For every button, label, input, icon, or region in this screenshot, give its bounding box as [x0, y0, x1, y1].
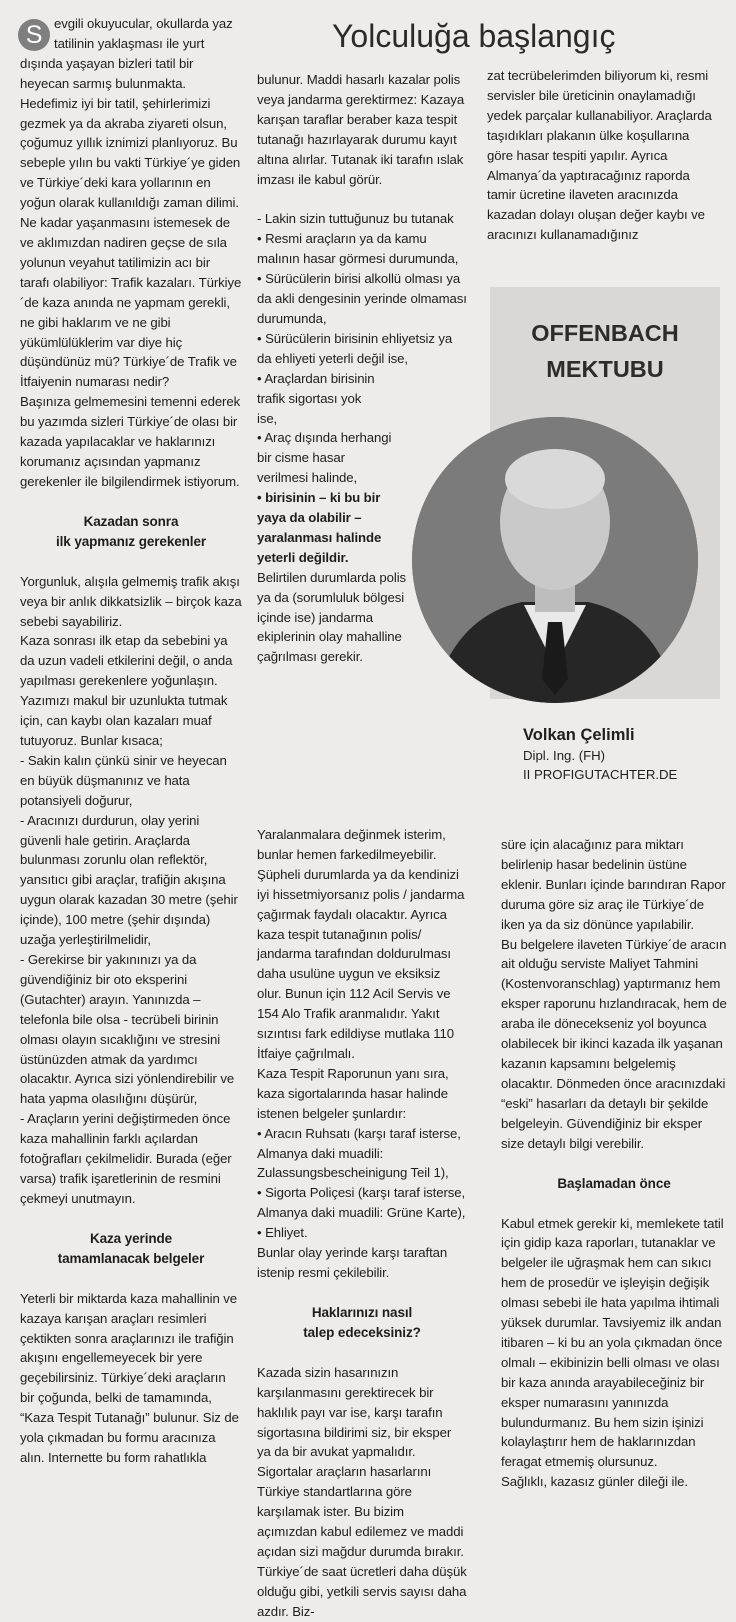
list-item: • Sürücülerin birisinin ehliyetsiz ya da ehliyeti yeterli değil ise,	[257, 330, 453, 366]
intro-paragraph: S evgili okuyucular, okullarda yaz tatilinin yaklaşması ile yurt dışında yaşayan bizleri tatil bir heyecan sarmış bulunmakta. Hedefimiz iyi bir tatil, şehirlerimizi gezmek ya da akraba ziyareti olsun, çoğumuz yıllık iznimizi planlıyoruz. Bu sebeple yılın bu vakti Türkiye´ye giden ve Türkiye´deki kara yollarının en yoğun olarak kullanıldığı zaman dilimi.	[20, 16, 241, 211]
subheading-before-start: Başlamadan önce	[557, 1175, 671, 1191]
column-1	[20, 14, 242, 1468]
list-item: • Sürücülerin birisi alkollü olması ya da akli dengesinin yerinde olmaması durumunda,	[257, 271, 467, 326]
paragraph: zat tecrübelerimden biliyorum ki, resmi servisler bile üreticinin onaylamadığı yedek parçalar kullanabiliyor. Araçlarda taşıdıkları plakanın ülke koşullarına göre hasar tespiti yapılır. Ayrıca Almanya´da yaptıracağınız raporda tamir ücretine ilaveten aracınızda kazadan dolayı oluşan değer kaybı ve aracınızı kullanamadığınız	[487, 68, 712, 243]
list-item: • Resmi araçların ya da kamu malının hasar görmesi durumunda,	[257, 231, 459, 267]
headline: Yolculuğa başlangıç	[332, 18, 616, 54]
list-item: - Aracınızı durdurun, olay yerini güvenli hale getirin. Araçlarda bulunması zorunlu olan reflektör, yansıtıcı gibi araçlar, trafiğin akışına uygun olarak kazadan 30 metre (şehir içinde), 100 metre (şehir dışında) uzağa yerleştirilmelidir,	[20, 812, 238, 948]
column-3-top	[487, 66, 716, 245]
paragraph: bulunur. Maddi hasarlı kazalar polis veya jandarma gerektirmez: Kazaya karışan taraflar beraber kaza tespit tutanağı hazırlayarak durumu kayıt altına alırlar. Tutanak iki tarafın ıslak imzası ile kabul görür.	[257, 72, 465, 187]
list-intro: - Lakin sizin tuttuğunuz bu tutanak	[257, 211, 454, 227]
list-item: • Aracın Ruhsatı (karşı taraf isterse, Almanya daki muadili: Zulassungsbescheinigung Teil 1),	[257, 1125, 461, 1181]
list-item: - Sakin kalın çünkü sinir ve heyecan en büyük düşmanınız ve hata potansiyeli doğurur,	[20, 752, 227, 808]
subheading-after-accident: Kazadan sonra ilk yapmanız gerekenler	[55, 513, 207, 549]
author-photo	[412, 417, 698, 703]
paragraph: Kaza Tespit Raporunun yanı sıra, kaza sigortalarında hasar halinde istenen belgeler şunlardır:	[257, 1065, 449, 1121]
paragraph: Ne kadar yaşanmasını istemesek de ve aklımızdan nadiren geçse de sıla yolunun veyahut tatilimizin acı bir tarafı olabiliyor: Trafik kazaları. Türkiye´de kaza anında ne yapmam gerekli, ne gibi haklarım ve ne gibi yükümlülüklerim var diye hiç düşündünüz mü? Türkiye´de Trafik ve İtfaiyenin numarası nedir?	[20, 215, 242, 390]
author-name: Volkan Çelimli	[523, 726, 635, 744]
subheading-documents: Kaza yerinde tamamlanacak belgeler	[57, 1230, 205, 1266]
column-2-bottom	[257, 825, 467, 1622]
author-website: II PROFIGUTACHTER.DE	[523, 767, 678, 782]
list-item-bold: • birisinin – ki bu bir yaya da olabilir – yaralanması halinde yeterli değildir.	[257, 490, 382, 565]
list-item: • Araçlardan birisinin trafik sigortası yok ise,	[257, 370, 375, 426]
column-title: OFFENBACH MEKTUBU	[531, 320, 679, 382]
paragraph: Kaza sonrası ilk etap da sebebini ya da uzun vadeli etkilerini değil, o anda yapılması gerekenlere yoğunlaşın. Yazımızı makul bir uzunlukta tutmak için, can kaybı olan kazaları muaf tutuyoruz. Bunlar kısaca;	[20, 633, 233, 748]
paragraph: Sağlıklı, kazasız günler dileği ile.	[501, 1474, 688, 1490]
paragraph: Belirtilen durumlarda polis ya da (sorumluluk bölgesi içinde ise) jandarma ekiplerinin olay mahalline çağrılması gerekir.	[257, 569, 407, 665]
list-item: - Araçların yerini değiştirmeden önce kaza mahallinin farklı açılardan fotoğrafları çekilmelidir. Burada (eğer varsa) trafik işaretlerinin de resmini çekmeyi unutmayın.	[20, 1111, 232, 1206]
list-item: - Gerekirse bir yakınınızı ya da güvendiğiniz bir oto eksperini (Gutachter) arayın. Yanınızda – telefonla bile olsa - tecrübeli birinin olması olayın sıcaklığını ve stresini üstünüzden atmak da yardımcı olacaktır. Ayrıca sizi yönlendirebilir ve hata yapma olasılığını düşürür,	[20, 951, 235, 1107]
paragraph: Yaralanmalara değinmek isterim, bunlar hemen farkedilmeyebilir. Şüpheli durumlarda ya da kendinizi iyi hissetmiyorsanız polis / jandarma çağırmak faydalı olacaktır. Ayrıca kaza tespit tutanağının polis/ jandarma tarafından doldurulması daha usulüne uygun ve eksiksiz olur. Bunun için 112 Acil Servis ve 154 Alo Trafik aranmalıdır. Yakıt sızıntısı fark edildiyse mutlaka 110 İtfaiye çağrılmalı.	[257, 827, 465, 1061]
column-3-bottom	[501, 835, 727, 1492]
paragraph: Yorgunluk, alışıla gelmemiş trafik akışı veya bir anlık dikkatsizlik – birçok kaza sebebi sayabiliriz.	[20, 573, 242, 629]
author-title: Dipl. Ing. (FH)	[523, 748, 606, 763]
author-portrait	[412, 417, 698, 703]
paragraph: Kazada sizin hasarınızın karşılanmasını gerektirecek bir haklılık payı var ise, karşı tarafın sigortasına bildirimi siz, bir eksper ya da bir avukat yapmalıdır. Sigortalar araçların hasarlarını Türkiye standartlarına göre karşılamak ister. Bu bizim açımızdan kabul edilemez ve maddi açıdan sizi mağdur durumda bırakır. Türkiye´de saat ücretleri daha düşük olduğu gibi, yetkili servis sayısı daha azdır. Biz-	[257, 1364, 467, 1619]
paragraph: süre için alacağınız para miktarı belirlenip hasar bedelinin üstüne eklenir. Bunları içinde barındıran Rapor duruma göre siz araç ile Türkiye´de iken ya da siz dönünce yapılabilir.	[501, 837, 726, 932]
paragraph: Yeterli bir miktarda kaza mahallinin ve kazaya karışan araçları resimleri çektikten sonra araçlarınızı ile trafiğin akışını engellemeyecek bir yere geçebilirsiniz. Türkiye´deki araçların bir çoğunda, belki de tamamında, “Kaza Tespit Tutanağı” bulunur. Siz de yola çıkmadan bu formu aracınıza alın. Internette bu form rahatlıkla	[20, 1290, 239, 1465]
paragraph: Bu belgelere ilaveten Türkiye´de aracın ait olduğu serviste Maliyet Tahmini (Kostenvoranschlag) yaptırmanız hem eksper raporunu hızlandıracak, hem de araba ile dönecekseniz yol boyunca olabilecek bir ikinci kazada ilk yaşanan kazanın kapsamını belgelemiş olacaktır. Dönmeden önce aracınızdaki “eski” hasarları da detaylı bir şekilde belgeleyin. Güvendiğiniz bir eksper size detaylı bilgi verebilir.	[501, 936, 727, 1151]
drop-cap: S	[18, 19, 50, 51]
author-block	[523, 725, 723, 784]
paragraph: Bunlar olay yerinde karşı taraftan istenip resmi çekilebilir.	[257, 1245, 448, 1280]
paragraph: Kabul etmek gerekir ki, memlekete tatil için gidip kaza raporları, tutanaklar ve belgeler ile uğraşmak hem can sıkıcı hem de prosedür ve işleyişin değişik olması sebebi ile hata yapılma ihtimali yüksek durumlar. Tavsiyemiz ilk andan itibaren – ki bu an yola çıkmadan önce olmalı – ekibinizin belli olması ve olası bir kaza anında arayabileceğiniz bir eksper numarasını yanınızda bulundurmanız. Bu hem sizin işinizi kolaylaştırır hem de haklarınızdan feragat etmemiş olursunuz.	[501, 1215, 724, 1470]
list-item: • Araç dışında herhangi bir cisme hasar verilmesi halinde,	[257, 430, 392, 486]
list-item: • Ehliyet.	[257, 1225, 308, 1241]
subheading-rights: Haklarınızı nasıl talep edeceksiniz?	[303, 1304, 421, 1340]
list-item: • Sigorta Poliçesi (karşı taraf isterse, Almanya daki muadili: Grüne Karte),	[257, 1185, 466, 1221]
paragraph: Başınıza gelmemesini temenni ederek bu yazımda sizleri Türkiye´de olası bir kazada yapılacaklar ve haklarınızı korumanız açısından yapmanız gerekenler ile bilgilendirmek istiyorum.	[20, 394, 241, 489]
